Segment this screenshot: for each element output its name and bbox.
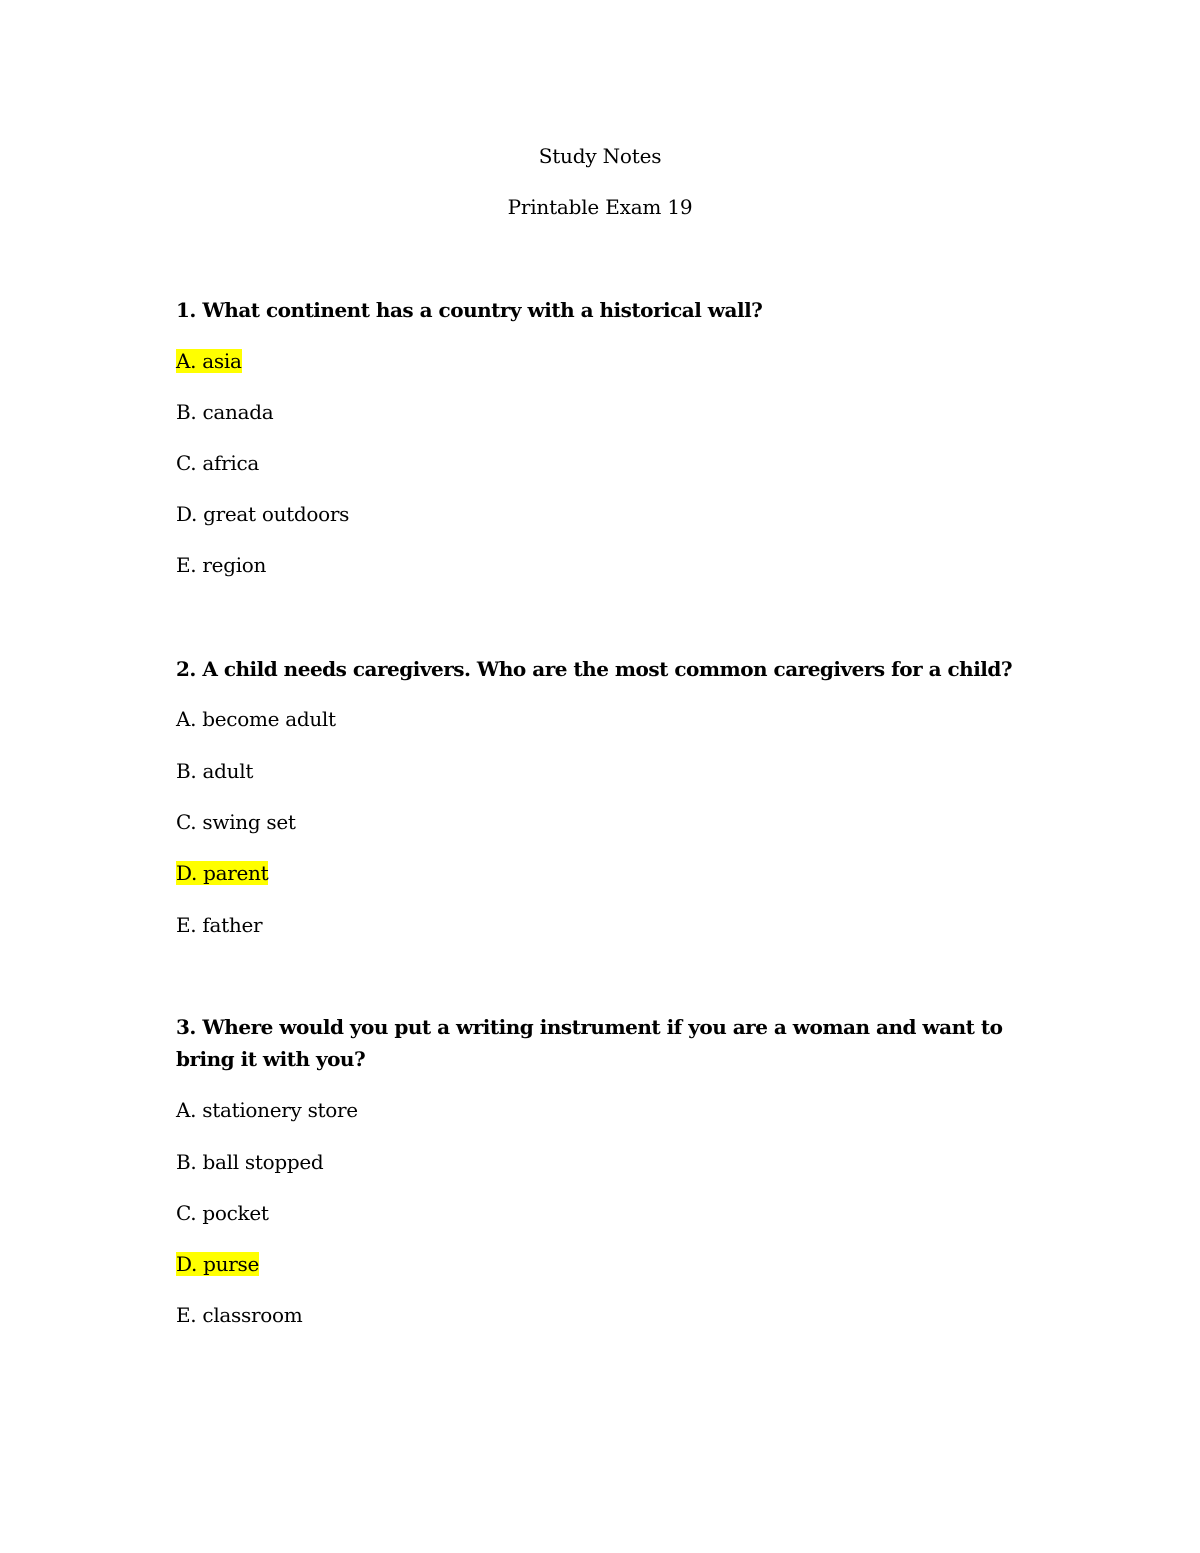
question-1-text: 1. What continent has a country with a historical wall? [176, 298, 763, 322]
question-3-option-e [176, 1301, 302, 1329]
option-text: B. ball stopped [176, 1150, 324, 1174]
question-2-option-c [176, 808, 296, 836]
option-text: C. swing set [176, 810, 296, 834]
question-3-option-a [176, 1096, 358, 1124]
question-1-option-c [176, 449, 259, 477]
option-text: C. africa [176, 451, 260, 475]
question-1-option-d [176, 500, 349, 528]
option-text: B. canada [176, 400, 274, 424]
question-3-option-c [176, 1199, 269, 1227]
question-1-option-a [176, 347, 242, 375]
question-1-option-b [176, 398, 273, 426]
option-text: A. stationery store [176, 1098, 358, 1122]
question-3-option-d [176, 1250, 259, 1278]
option-text: C. pocket [176, 1201, 269, 1225]
option-text: E. region [176, 553, 267, 577]
question-2-option-a [176, 705, 336, 733]
option-text: D. parent [176, 861, 269, 885]
question-2-option-e [176, 911, 262, 939]
document-subtitle: Printable Exam 19 [507, 195, 693, 219]
option-text: D. purse [176, 1252, 259, 1276]
option-text: A. become adult [176, 707, 336, 731]
document-title: Study Notes [538, 144, 662, 168]
question-2-option-d [176, 859, 268, 887]
question-3-option-b [176, 1148, 323, 1176]
question-1-option-e [176, 551, 266, 579]
question-2-text: 2. A child needs caregivers. Who are the most common caregivers for a child? [176, 657, 1013, 681]
option-text: E. classroom [176, 1303, 303, 1327]
question-2-option-b [176, 757, 253, 785]
question-3-text: 3. Where would you put a writing instrument if you are a woman and want to bring it with you? [176, 1015, 1003, 1071]
option-text: E. father [176, 913, 263, 937]
option-text: B. adult [176, 759, 254, 783]
option-text: D. great outdoors [176, 502, 350, 526]
option-text: A. asia [176, 349, 242, 373]
